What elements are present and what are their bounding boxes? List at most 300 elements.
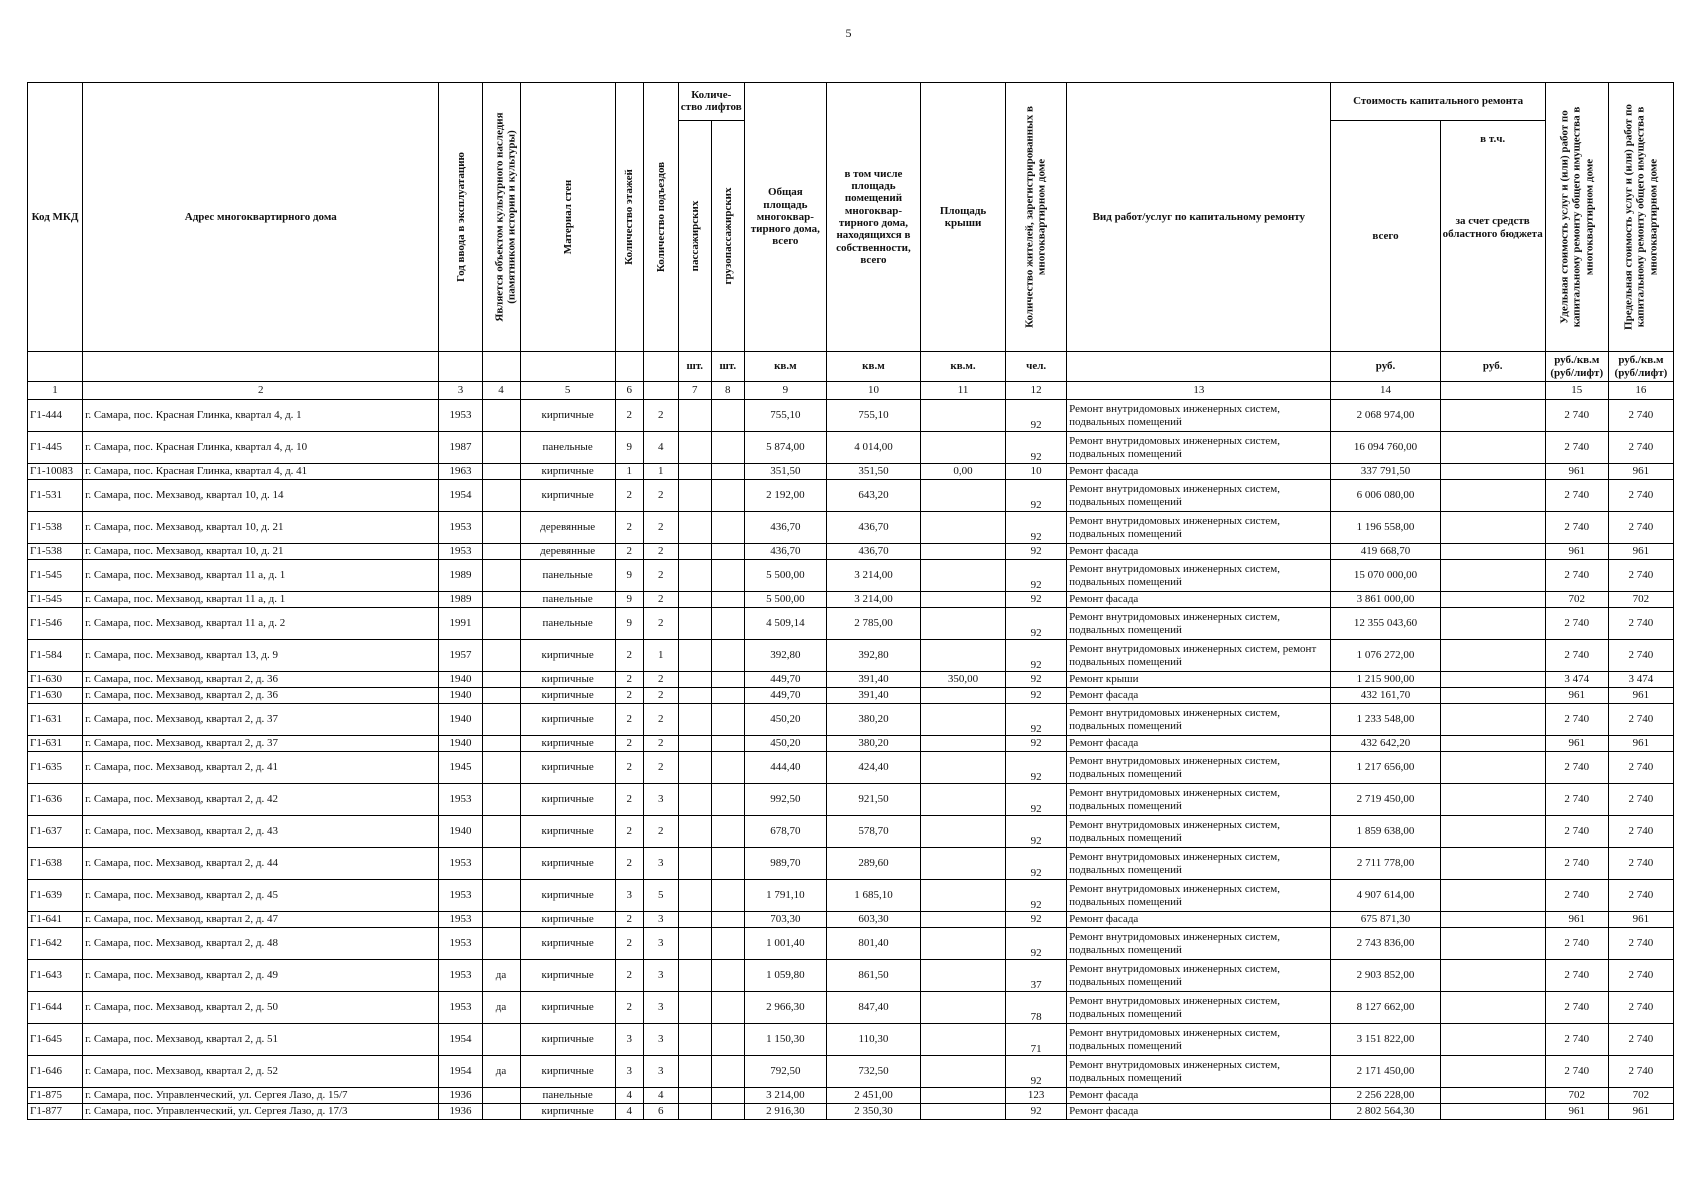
cell-max-cost: 961 [1608, 1104, 1673, 1120]
cell-max-cost: 2 740 [1608, 816, 1673, 848]
cell-floors: 2 [615, 512, 643, 544]
cell-entrances: 3 [643, 1056, 678, 1088]
unit-blank [83, 352, 439, 382]
header-lifts-cargo: грузопассажирских [711, 120, 744, 351]
cell-cost-regional [1440, 912, 1545, 928]
cell-unit-cost: 2 740 [1545, 704, 1608, 736]
column-number: 7 [678, 382, 711, 400]
cell-entrances: 3 [643, 912, 678, 928]
cell-roof-area [921, 1024, 1006, 1056]
cell-code: Г1-444 [28, 400, 83, 432]
cell-owned-area: 2 451,00 [826, 1088, 920, 1104]
cell-lifts-cargo [711, 544, 744, 560]
cell-owned-area: 847,40 [826, 992, 920, 1024]
cell-material: панельные [520, 608, 615, 640]
cell-material: кирпичные [520, 704, 615, 736]
cell-code: Г1-631 [28, 736, 83, 752]
cell-entrances: 3 [643, 784, 678, 816]
cell-entrances: 3 [643, 1024, 678, 1056]
cell-lifts-cargo [711, 784, 744, 816]
cell-residents: 92 [1006, 752, 1067, 784]
cell-entrances: 4 [643, 1088, 678, 1104]
cell-owned-area: 4 014,00 [826, 432, 920, 464]
cell-address: г. Самара, пос. Красная Глинка, квартал 4, д. 41 [83, 464, 439, 480]
cell-year: 1953 [439, 544, 482, 560]
cell-cost-regional [1440, 400, 1545, 432]
cell-unit-cost: 2 740 [1545, 432, 1608, 464]
cell-owned-area: 391,40 [826, 672, 920, 688]
cell-lifts-cargo [711, 1056, 744, 1088]
cell-address: г. Самара, пос. Мехзавод, квартал 11 а, д. 1 [83, 592, 439, 608]
cell-unit-cost: 2 740 [1545, 960, 1608, 992]
cell-heritage [482, 480, 520, 512]
cell-lifts-cargo [711, 752, 744, 784]
cell-lifts-passenger [678, 736, 711, 752]
cell-cost-total: 1 233 548,00 [1331, 704, 1440, 736]
cell-residents: 92 [1006, 592, 1067, 608]
cell-max-cost: 961 [1608, 544, 1673, 560]
cell-lifts-passenger [678, 1056, 711, 1088]
cell-max-cost: 2 740 [1608, 928, 1673, 960]
cell-address: г. Самара, пос. Мехзавод, квартал 2, д. 52 [83, 1056, 439, 1088]
cell-material: деревянные [520, 512, 615, 544]
cell-floors: 3 [615, 1056, 643, 1088]
cell-total-area: 2 916,30 [744, 1104, 826, 1120]
cell-residents: 78 [1006, 992, 1067, 1024]
cell-roof-area [921, 816, 1006, 848]
cell-unit-cost: 2 740 [1545, 512, 1608, 544]
cell-cost-total: 2 719 450,00 [1331, 784, 1440, 816]
cell-work-type: Ремонт внутридомовых инженерных систем, подвальных помещений [1067, 400, 1331, 432]
cell-owned-area: 643,20 [826, 480, 920, 512]
cell-roof-area [921, 912, 1006, 928]
cell-floors: 4 [615, 1104, 643, 1120]
cell-entrances: 2 [643, 672, 678, 688]
cell-lifts-passenger [678, 880, 711, 912]
cell-address: г. Самара, пос. Мехзавод, квартал 2, д. 42 [83, 784, 439, 816]
header-address: Адрес многоквартирного дома [83, 83, 439, 352]
cell-lifts-passenger [678, 992, 711, 1024]
cell-heritage: да [482, 992, 520, 1024]
cell-heritage [482, 400, 520, 432]
unit-owned-area: кв.м [826, 352, 920, 382]
cell-heritage [482, 640, 520, 672]
cell-heritage [482, 1088, 520, 1104]
cell-lifts-cargo [711, 928, 744, 960]
cell-unit-cost: 2 740 [1545, 640, 1608, 672]
cell-address: г. Самара, пос. Мехзавод, квартал 2, д. 41 [83, 752, 439, 784]
cell-floors: 2 [615, 752, 643, 784]
cell-lifts-passenger [678, 928, 711, 960]
cell-owned-area: 578,70 [826, 816, 920, 848]
cell-code: Г1-538 [28, 512, 83, 544]
cell-roof-area: 0,00 [921, 464, 1006, 480]
table-row [28, 992, 1674, 1024]
cell-total-area: 992,50 [744, 784, 826, 816]
cell-total-area: 392,80 [744, 640, 826, 672]
cell-cost-regional [1440, 688, 1545, 704]
cell-total-area: 678,70 [744, 816, 826, 848]
column-number: 16 [1608, 382, 1673, 400]
cell-cost-total: 2 256 228,00 [1331, 1088, 1440, 1104]
cell-year: 1989 [439, 592, 482, 608]
cell-lifts-cargo [711, 592, 744, 608]
cell-entrances: 2 [643, 400, 678, 432]
cell-max-cost: 702 [1608, 592, 1673, 608]
cell-owned-area: 289,60 [826, 848, 920, 880]
cell-roof-area [921, 608, 1006, 640]
cell-cost-total: 432 642,20 [1331, 736, 1440, 752]
cell-floors: 9 [615, 560, 643, 592]
cell-address: г. Самара, пос. Красная Глинка, квартал 4, д. 1 [83, 400, 439, 432]
header-total-area: Общая площадь многоквар-тирного дома, всего [744, 83, 826, 352]
cell-floors: 2 [615, 816, 643, 848]
cell-code: Г1-636 [28, 784, 83, 816]
cell-total-area: 449,70 [744, 688, 826, 704]
cell-year: 1953 [439, 992, 482, 1024]
cell-total-area: 792,50 [744, 1056, 826, 1088]
cell-cost-total: 3 861 000,00 [1331, 592, 1440, 608]
cell-cost-total: 15 070 000,00 [1331, 560, 1440, 592]
cell-material: кирпичные [520, 400, 615, 432]
column-number: 6 [615, 382, 643, 400]
cell-code: Г1-643 [28, 960, 83, 992]
cell-material: кирпичные [520, 816, 615, 848]
cell-material: кирпичные [520, 736, 615, 752]
cell-max-cost: 2 740 [1608, 784, 1673, 816]
table-row [28, 480, 1674, 512]
cell-address: г. Самара, пос. Мехзавод, квартал 2, д. 37 [83, 704, 439, 736]
cell-cost-total: 16 094 760,00 [1331, 432, 1440, 464]
cell-address: г. Самара, пос. Мехзавод, квартал 2, д. 48 [83, 928, 439, 960]
cell-work-type: Ремонт внутридомовых инженерных систем, подвальных помещений [1067, 880, 1331, 912]
header-wall-material: Материал стен [520, 83, 615, 352]
cell-floors: 2 [615, 960, 643, 992]
cell-cost-total: 8 127 662,00 [1331, 992, 1440, 1024]
cell-residents: 92 [1006, 816, 1067, 848]
cell-material: панельные [520, 1088, 615, 1104]
cell-lifts-passenger [678, 512, 711, 544]
cell-address: г. Самара, пос. Мехзавод, квартал 2, д. 44 [83, 848, 439, 880]
table-row [28, 848, 1674, 880]
cell-code: Г1-646 [28, 1056, 83, 1088]
table-row [28, 1056, 1674, 1088]
cell-roof-area [921, 928, 1006, 960]
cell-heritage [482, 672, 520, 688]
cell-lifts-passenger [678, 1104, 711, 1120]
cell-owned-area: 110,30 [826, 1024, 920, 1056]
cell-entrances: 3 [643, 848, 678, 880]
table-row [28, 464, 1674, 480]
cell-heritage: да [482, 1056, 520, 1088]
cell-max-cost: 3 474 [1608, 672, 1673, 688]
column-number: 3 [439, 382, 482, 400]
cell-year: 1954 [439, 480, 482, 512]
cell-material: кирпичные [520, 1024, 615, 1056]
header-lifts-group: Количе-ство лифтов [678, 83, 744, 121]
cell-cost-regional [1440, 1104, 1545, 1120]
cell-heritage [482, 784, 520, 816]
cell-residents: 92 [1006, 608, 1067, 640]
cell-cost-total: 1 859 638,00 [1331, 816, 1440, 848]
cell-lifts-passenger [678, 560, 711, 592]
unit-blank [643, 352, 678, 382]
cell-heritage [482, 1024, 520, 1056]
cell-unit-cost: 2 740 [1545, 1024, 1608, 1056]
cell-work-type: Ремонт внутридомовых инженерных систем, подвальных помещений [1067, 928, 1331, 960]
cell-total-area: 1 150,30 [744, 1024, 826, 1056]
cell-entrances: 2 [643, 560, 678, 592]
cell-residents: 92 [1006, 880, 1067, 912]
table-row [28, 672, 1674, 688]
cell-residents: 92 [1006, 688, 1067, 704]
cell-cost-total: 1 215 900,00 [1331, 672, 1440, 688]
unit-unit-cost: руб./кв.м (руб/лифт) [1545, 352, 1608, 382]
cell-unit-cost: 2 740 [1545, 400, 1608, 432]
cell-code: Г1-635 [28, 752, 83, 784]
cell-code: Г1-584 [28, 640, 83, 672]
cell-unit-cost: 702 [1545, 592, 1608, 608]
cell-lifts-passenger [678, 1088, 711, 1104]
cell-max-cost: 2 740 [1608, 704, 1673, 736]
cell-entrances: 2 [643, 688, 678, 704]
cell-entrances: 1 [643, 464, 678, 480]
cell-unit-cost: 2 740 [1545, 784, 1608, 816]
cell-lifts-passenger [678, 960, 711, 992]
cell-cost-total: 1 196 558,00 [1331, 512, 1440, 544]
table-row [28, 704, 1674, 736]
cell-max-cost: 2 740 [1608, 512, 1673, 544]
cell-code: Г1-637 [28, 816, 83, 848]
cell-lifts-passenger [678, 784, 711, 816]
cell-floors: 9 [615, 592, 643, 608]
cell-roof-area [921, 432, 1006, 464]
cell-year: 1989 [439, 560, 482, 592]
unit-blank [439, 352, 482, 382]
cell-roof-area [921, 784, 1006, 816]
cell-year: 1953 [439, 784, 482, 816]
cell-work-type: Ремонт внутридомовых инженерных систем, подвальных помещений [1067, 560, 1331, 592]
cell-cost-regional [1440, 640, 1545, 672]
cell-unit-cost: 2 740 [1545, 480, 1608, 512]
cell-material: кирпичные [520, 752, 615, 784]
cell-entrances: 2 [643, 752, 678, 784]
cell-code: Г1-877 [28, 1104, 83, 1120]
cell-material: кирпичные [520, 928, 615, 960]
cell-floors: 2 [615, 928, 643, 960]
cell-cost-total: 2 743 836,00 [1331, 928, 1440, 960]
cell-cost-total: 675 871,30 [1331, 912, 1440, 928]
cell-unit-cost: 961 [1545, 1104, 1608, 1120]
cell-residents: 10 [1006, 464, 1067, 480]
cell-year: 1940 [439, 736, 482, 752]
cell-max-cost: 2 740 [1608, 960, 1673, 992]
cell-work-type: Ремонт внутридомовых инженерных систем, подвальных помещений [1067, 512, 1331, 544]
cell-address: г. Самара, пос. Управленческий, ул. Сергея Лазо, д. 15/7 [83, 1088, 439, 1104]
cell-lifts-passenger [678, 640, 711, 672]
cell-lifts-passenger [678, 912, 711, 928]
cell-lifts-passenger [678, 704, 711, 736]
cell-entrances: 2 [643, 816, 678, 848]
cell-code: Г1-645 [28, 1024, 83, 1056]
cell-heritage [482, 432, 520, 464]
cell-lifts-passenger [678, 400, 711, 432]
cell-address: г. Самара, пос. Мехзавод, квартал 2, д. 51 [83, 1024, 439, 1056]
cell-total-area: 3 214,00 [744, 1088, 826, 1104]
cell-lifts-cargo [711, 608, 744, 640]
header-lifts-passenger: пассажирских [678, 120, 711, 351]
cell-max-cost: 702 [1608, 1088, 1673, 1104]
cell-roof-area [921, 480, 1006, 512]
cell-total-area: 5 874,00 [744, 432, 826, 464]
table-row [28, 432, 1674, 464]
cell-residents: 92 [1006, 784, 1067, 816]
cell-total-area: 2 966,30 [744, 992, 826, 1024]
cell-cost-total: 1 217 656,00 [1331, 752, 1440, 784]
table-row [28, 1024, 1674, 1056]
cell-floors: 2 [615, 640, 643, 672]
cell-lifts-cargo [711, 960, 744, 992]
cell-floors: 2 [615, 704, 643, 736]
cell-roof-area [921, 512, 1006, 544]
header-code: Код МКД [28, 83, 83, 352]
cell-owned-area: 801,40 [826, 928, 920, 960]
cell-code: Г1-644 [28, 992, 83, 1024]
cell-max-cost: 2 740 [1608, 752, 1673, 784]
cell-year: 1953 [439, 928, 482, 960]
cell-heritage [482, 880, 520, 912]
cell-lifts-passenger [678, 592, 711, 608]
cell-floors: 3 [615, 1024, 643, 1056]
table-row [28, 400, 1674, 432]
cell-lifts-cargo [711, 432, 744, 464]
cell-entrances: 2 [643, 736, 678, 752]
unit-blank [482, 352, 520, 382]
cell-material: кирпичные [520, 784, 615, 816]
column-number: 10 [826, 382, 920, 400]
cell-year: 1936 [439, 1088, 482, 1104]
cell-entrances: 5 [643, 880, 678, 912]
cell-code: Г1-10083 [28, 464, 83, 480]
column-number [1440, 382, 1545, 400]
cell-cost-regional [1440, 752, 1545, 784]
cell-owned-area: 861,50 [826, 960, 920, 992]
cell-max-cost: 961 [1608, 464, 1673, 480]
cell-cost-total: 337 791,50 [1331, 464, 1440, 480]
cell-lifts-cargo [711, 1104, 744, 1120]
header-heritage: Является объектом культурного наследия (памятником истории и культуры) [482, 83, 520, 352]
cell-total-area: 1 001,40 [744, 928, 826, 960]
cell-cost-regional [1440, 960, 1545, 992]
cell-total-area: 444,40 [744, 752, 826, 784]
unit-blank [1067, 352, 1331, 382]
cell-total-area: 1 791,10 [744, 880, 826, 912]
cell-work-type: Ремонт внутридомовых инженерных систем, подвальных помещений [1067, 752, 1331, 784]
cell-material: кирпичные [520, 1104, 615, 1120]
table-row [28, 560, 1674, 592]
cell-owned-area: 732,50 [826, 1056, 920, 1088]
cell-max-cost: 961 [1608, 736, 1673, 752]
cell-code: Г1-545 [28, 560, 83, 592]
cell-max-cost: 2 740 [1608, 880, 1673, 912]
cell-max-cost: 2 740 [1608, 480, 1673, 512]
cell-roof-area [921, 560, 1006, 592]
cell-unit-cost: 2 740 [1545, 816, 1608, 848]
table-row [28, 816, 1674, 848]
unit-total-area: кв.м [744, 352, 826, 382]
cell-cost-regional [1440, 544, 1545, 560]
table-row [28, 1088, 1674, 1104]
cell-unit-cost: 961 [1545, 464, 1608, 480]
cell-lifts-cargo [711, 400, 744, 432]
cell-work-type: Ремонт фасада [1067, 544, 1331, 560]
cell-cost-regional [1440, 704, 1545, 736]
header-entrances: Количество подъездов [643, 83, 678, 352]
cell-owned-area: 436,70 [826, 544, 920, 560]
cell-heritage [482, 1104, 520, 1120]
cell-code: Г1-639 [28, 880, 83, 912]
cell-year: 1940 [439, 672, 482, 688]
header-cost-including [1440, 120, 1545, 351]
cell-total-area: 450,20 [744, 736, 826, 752]
cell-floors: 9 [615, 432, 643, 464]
cell-work-type: Ремонт фасада [1067, 736, 1331, 752]
cell-address: г. Самара, пос. Мехзавод, квартал 2, д. 47 [83, 912, 439, 928]
cell-heritage [482, 928, 520, 960]
cell-year: 1940 [439, 704, 482, 736]
cell-lifts-passenger [678, 480, 711, 512]
cell-roof-area [921, 544, 1006, 560]
cell-max-cost: 2 740 [1608, 848, 1673, 880]
cell-address: г. Самара, пос. Мехзавод, квартал 11 а, д. 2 [83, 608, 439, 640]
cell-cost-total: 2 171 450,00 [1331, 1056, 1440, 1088]
cell-entrances: 4 [643, 432, 678, 464]
cell-code: Г1-641 [28, 912, 83, 928]
cell-year: 1953 [439, 848, 482, 880]
cell-roof-area [921, 736, 1006, 752]
cell-work-type: Ремонт фасада [1067, 464, 1331, 480]
cell-work-type: Ремонт фасада [1067, 1104, 1331, 1120]
cell-total-area: 436,70 [744, 544, 826, 560]
column-number-row [28, 382, 1674, 400]
cell-lifts-passenger [678, 432, 711, 464]
unit-residents: чел. [1006, 352, 1067, 382]
header-unit-cost: Удельная стоимость услуг и (или) работ по капитальному ремонту общего имущества в многоквартирном доме [1545, 83, 1608, 352]
cell-floors: 3 [615, 880, 643, 912]
header-owned-area: в том числе площадь помещений многоквар-тирного дома, находящихся в собственности, всего [826, 83, 920, 352]
cell-lifts-cargo [711, 480, 744, 512]
cell-lifts-passenger [678, 752, 711, 784]
cell-roof-area [921, 848, 1006, 880]
table-row [28, 1104, 1674, 1120]
cell-unit-cost: 961 [1545, 736, 1608, 752]
cell-heritage: да [482, 960, 520, 992]
cell-owned-area: 392,80 [826, 640, 920, 672]
cell-residents: 92 [1006, 1056, 1067, 1088]
cell-floors: 2 [615, 784, 643, 816]
cell-work-type: Ремонт фасада [1067, 912, 1331, 928]
cell-floors: 2 [615, 480, 643, 512]
cell-residents: 92 [1006, 912, 1067, 928]
cell-address: г. Самара, пос. Мехзавод, квартал 10, д. 14 [83, 480, 439, 512]
cell-total-area: 4 509,14 [744, 608, 826, 640]
cell-material: панельные [520, 432, 615, 464]
cell-lifts-passenger [678, 672, 711, 688]
cell-lifts-cargo [711, 880, 744, 912]
column-number: 8 [711, 382, 744, 400]
cell-owned-area: 391,40 [826, 688, 920, 704]
table-body [28, 400, 1674, 1120]
